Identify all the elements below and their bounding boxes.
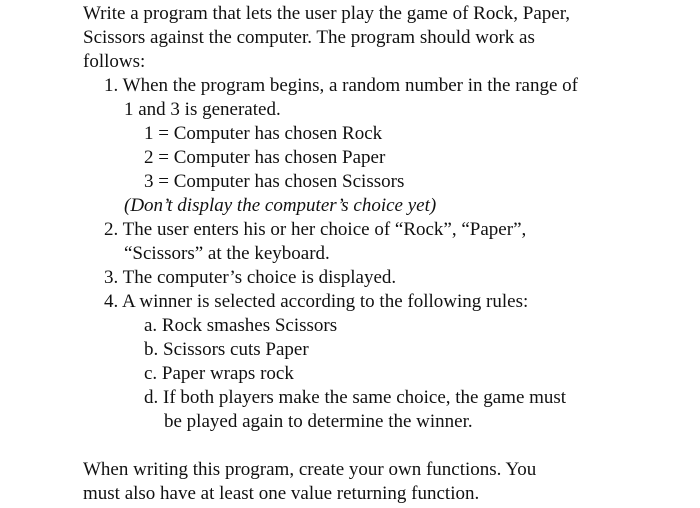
step-number: 4. (104, 291, 119, 312)
rule-b: b. Scissors cuts Paper (144, 339, 309, 360)
step-1 (104, 74, 578, 98)
step-text: When the program begins, a random number in the range of (122, 75, 578, 96)
step-1-continued: 1 and 3 is generated. (124, 99, 281, 120)
step-3 (104, 266, 396, 290)
step-number: 2. (104, 219, 119, 240)
intro-line-2: Scissors against the computer. The program should work as (83, 27, 535, 48)
step-2 (104, 218, 526, 242)
step-text: The user enters his or her choice of “Rock”, “Paper”, (122, 219, 527, 240)
closing-line-1: When writing this program, create your own functions. You (83, 459, 537, 480)
step-1-note: (Don’t display the computer’s choice yet) (124, 195, 437, 216)
step-number: 1. (104, 75, 119, 96)
closing-line-2: must also have at least one value returning function. (83, 483, 480, 504)
step-number: 3. (104, 267, 119, 288)
step-text: The computer’s choice is displayed. (122, 267, 397, 288)
rule-c: c. Paper wraps rock (144, 363, 294, 384)
step-text: A winner is selected according to the following rules: (121, 291, 529, 312)
rule-d: d. If both players make the same choice, the game must (144, 387, 567, 408)
choice-scissors: 3 = Computer has chosen Scissors (144, 171, 405, 192)
intro-line-1: Write a program that lets the user play the game of Rock, Paper, (83, 3, 571, 24)
step-2-continued: “Scissors” at the keyboard. (124, 243, 330, 264)
step-4 (104, 290, 528, 314)
rule-a: a. Rock smashes Scissors (144, 315, 338, 336)
intro-line-3: follows: (83, 51, 146, 72)
choice-paper: 2 = Computer has chosen Paper (144, 147, 386, 168)
rule-d-continued: be played again to determine the winner. (164, 411, 473, 432)
choice-rock: 1 = Computer has chosen Rock (144, 123, 383, 144)
